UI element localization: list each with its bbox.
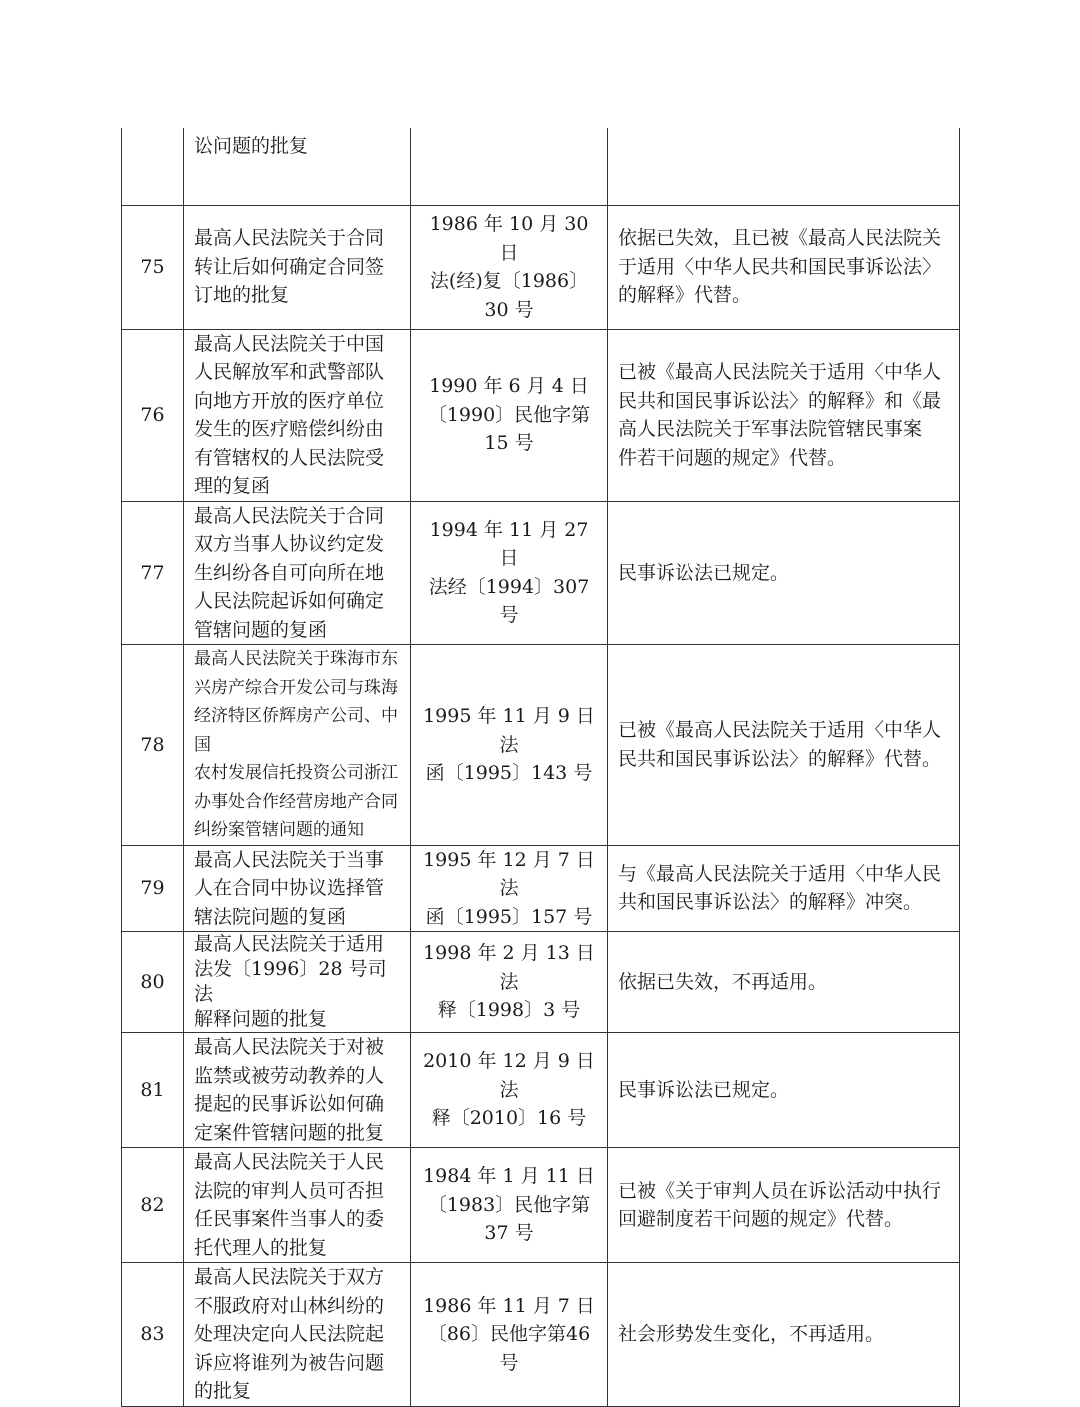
row-number: 79 [122,845,184,932]
issue-date-and-number [411,128,608,205]
issue-date-and-number: 1995 年 12 月 7 日 法 函〔1995〕157 号 [411,845,608,932]
repeal-reason: 民事诉讼法已规定。 [608,501,960,645]
row-number [122,128,184,205]
row-number: 82 [122,1148,184,1263]
row-number: 83 [122,1263,184,1407]
repeal-reason: 已被《最高人民法院关于适用〈中华人 民共和国民事诉讼法〉的解释》代替。 [608,645,960,846]
repeal-reason [608,128,960,205]
document-title: 最高人民法院关于中国 人民解放军和武警部队 向地方开放的医疗单位 发生的医疗赔偿纠纷由 有管辖权的人民法院受 理的复函 [184,329,411,501]
issue-date-and-number: 1994 年 11 月 27 日 法经〔1994〕307 号 [411,501,608,645]
table-row [122,1263,960,1407]
row-number: 80 [122,932,184,1033]
repeal-reason: 已被《最高人民法院关于适用〈中华人 民共和国民事诉讼法〉的解释》和《最 高人民法院关于军事法院管辖民事案 件若干问题的规定》代替。 [608,329,960,501]
table-row [122,845,960,932]
document-title: 最高人民法院关于适用 法发〔1996〕28 号司法 解释问题的批复 [184,932,411,1033]
table-row [122,1033,960,1148]
document-title: 最高人民法院关于人民 法院的审判人员可否担 任民事案件当事人的委 托代理人的批复 [184,1148,411,1263]
row-number: 76 [122,329,184,501]
issue-date-and-number: 2010 年 12 月 9 日 法 释〔2010〕16 号 [411,1033,608,1148]
document-title: 最高人民法院关于双方 不服政府对山林纠纷的 处理决定向人民法院起 诉应将谁列为被告问题 的批复 [184,1263,411,1407]
document-title: 最高人民法院关于珠海市东 兴房产综合开发公司与珠海 经济特区侨辉房产公司、中国 农村发展信托投资公司浙江 办事处合作经营房地产合同 纠纷案管辖问题的通知 [184,645,411,846]
issue-date-and-number: 1995 年 11 月 9 日 法 函〔1995〕143 号 [411,645,608,846]
table-row [122,932,960,1033]
table-row [122,501,960,645]
document-title: 讼问题的批复 [184,128,411,205]
row-number: 81 [122,1033,184,1148]
repeal-reason: 民事诉讼法已规定。 [608,1033,960,1148]
issue-date-and-number: 1984 年 1 月 11 日 〔1983〕民他字第37 号 [411,1148,608,1263]
row-number: 78 [122,645,184,846]
document-title: 最高人民法院关于当事 人在合同中协议选择管 辖法院问题的复函 [184,845,411,932]
issue-date-and-number: 1998 年 2 月 13 日 法 释〔1998〕3 号 [411,932,608,1033]
table-row [122,205,960,329]
document-title: 最高人民法院关于合同 双方当事人协议约定发 生纠纷各自可向所在地 人民法院起诉如何确定 管辖问题的复函 [184,501,411,645]
row-number: 75 [122,205,184,329]
document-title: 最高人民法院关于合同 转让后如何确定合同签 订地的批复 [184,205,411,329]
issue-date-and-number: 1986 年 10 月 30 日 法(经)复〔1986〕30 号 [411,205,608,329]
table-row [122,645,960,846]
table-row [122,329,960,501]
issue-date-and-number: 1990 年 6 月 4 日 〔1990〕民他字第15 号 [411,329,608,501]
repeal-table [121,128,960,1407]
table-row [122,128,960,205]
row-number: 77 [122,501,184,645]
repeal-reason: 与《最高人民法院关于适用〈中华人民 共和国民事诉讼法〉的解释》冲突。 [608,845,960,932]
issue-date-and-number: 1986 年 11 月 7 日 〔86〕民他字第46 号 [411,1263,608,1407]
table-row [122,1148,960,1263]
repeal-reason: 依据已失效，不再适用。 [608,932,960,1033]
repeal-reason: 依据已失效，且已被《最高人民法院关 于适用〈中华人民共和国民事诉讼法〉 的解释》代替。 [608,205,960,329]
document-title: 最高人民法院关于对被 监禁或被劳动教养的人 提起的民事诉讼如何确 定案件管辖问题的批复 [184,1033,411,1148]
repeal-reason: 社会形势发生变化，不再适用。 [608,1263,960,1407]
repeal-reason: 已被《关于审判人员在诉讼活动中执行 回避制度若干问题的规定》代替。 [608,1148,960,1263]
